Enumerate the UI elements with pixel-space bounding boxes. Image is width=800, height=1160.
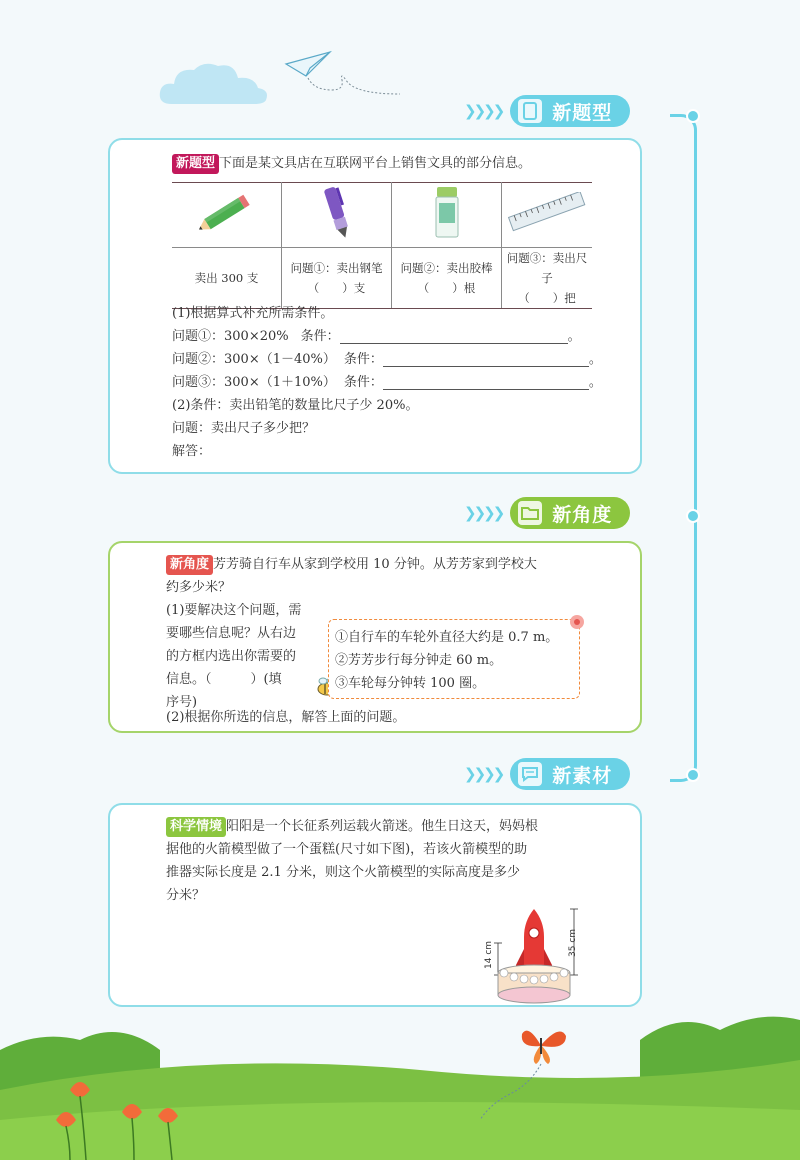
q1-text: (1)要解决这个问题，需 要哪些信息呢？从右边 的方框内选出你需要的 信息。（ ）(填 序号) bbox=[166, 603, 302, 710]
pen-cell bbox=[282, 183, 392, 248]
q1-intro: (1)根据算式补充所需条件。 bbox=[172, 306, 334, 321]
problem-tag: 科学情境 bbox=[166, 817, 226, 837]
problem-intro bbox=[172, 152, 531, 175]
answer-blank[interactable] bbox=[340, 329, 568, 344]
pen-icon bbox=[312, 183, 362, 241]
dimension-label-total: 35 cm bbox=[568, 928, 578, 957]
chevrons-icon: ❯❯❯❯ bbox=[464, 765, 503, 783]
info-item-1: ①自行车的车轮外直径大约是 0.7 m。 bbox=[335, 630, 559, 645]
pencil-cell bbox=[172, 183, 282, 248]
flower-icon bbox=[568, 613, 586, 631]
dimension-label-booster: 14 cm bbox=[484, 940, 494, 969]
chat-icon bbox=[518, 762, 542, 786]
ruler-cell bbox=[502, 183, 593, 248]
goods-table bbox=[172, 182, 592, 309]
problem-card-new-angle bbox=[108, 541, 642, 733]
section-title: 新角度 bbox=[552, 503, 613, 526]
cloud-icon bbox=[158, 60, 270, 106]
section-pill bbox=[510, 95, 630, 127]
section-title: 新素材 bbox=[552, 764, 613, 787]
table-cell: 问题③：卖出尺子 （ ）把 bbox=[502, 248, 593, 309]
q1-line-3: 问题③：300×（1＋10%） 条件： 。 bbox=[172, 375, 602, 390]
chevrons-icon: ❯❯❯❯ bbox=[464, 504, 503, 522]
problem-tag: 新角度 bbox=[166, 555, 213, 575]
section-pill bbox=[510, 758, 630, 790]
info-item-2: ②芳芳步行每分钟走 60 m。 bbox=[335, 653, 503, 668]
q1-line-2: 问题②：300×（1－40%） 条件： 。 bbox=[172, 352, 602, 367]
question-block bbox=[172, 302, 632, 463]
ruler-icon bbox=[505, 192, 589, 232]
q2-text: (2)根据你所选的信息，解答上面的问题。 bbox=[166, 710, 406, 725]
problem-intro: 新角度 芳芳骑自行车从家到学校用 10 分钟。从芳芳家到学校大 约多少米？ bbox=[166, 557, 537, 595]
timeline-dot bbox=[686, 109, 700, 123]
grass-hills-icon bbox=[0, 1000, 800, 1160]
section-header-new-type bbox=[464, 94, 630, 128]
glue-cell bbox=[392, 183, 502, 248]
q1-line-1: 问题①：300×20% 条件： 。 bbox=[172, 329, 581, 344]
answer-blank[interactable] bbox=[383, 352, 589, 367]
pencil-icon bbox=[192, 190, 262, 234]
section-header-new-angle bbox=[464, 496, 630, 530]
problem-text: 科学情境 阳阳是一个长征系列运载火箭迷。他生日这天，妈妈根 据他的火箭模型做了一个蛋糕(尺寸如下图)，若该火箭模型的助 推器实际长度是 2.1 分米，则这个火箭模型的实际高度是多少 分米？ bbox=[166, 819, 539, 903]
problem-tag: 新题型 bbox=[172, 154, 219, 174]
table-cell: 问题②：卖出胶棒 （ ）根 bbox=[392, 248, 502, 309]
timeline-dot bbox=[686, 768, 700, 782]
answer-blank[interactable] bbox=[383, 375, 589, 390]
glue-stick-icon bbox=[427, 183, 467, 241]
q2-condition: (2)条件：卖出铅笔的数量比尺子少 20%。 bbox=[172, 398, 419, 413]
intro-text: 下面是某文具店在互联网平台上销售文具的部分信息。 bbox=[219, 156, 532, 171]
table-cell: 问题①：卖出钢笔 （ ）支 bbox=[282, 248, 392, 309]
info-item-3: ③车轮每分钟转 100 圈。 bbox=[335, 676, 486, 691]
section-header-new-material bbox=[464, 757, 630, 791]
tablet-icon bbox=[518, 99, 542, 123]
section-title: 新题型 bbox=[552, 101, 613, 124]
chevrons-icon: ❯❯❯❯ bbox=[464, 102, 503, 120]
timeline-line bbox=[670, 114, 697, 782]
problem-card-new-type bbox=[108, 138, 642, 474]
timeline-dot bbox=[686, 509, 700, 523]
rocket-cake-icon bbox=[476, 903, 596, 1007]
section-pill bbox=[510, 497, 630, 529]
q2-question: 问题：卖出尺子多少把？ bbox=[172, 421, 316, 436]
problem-card-new-material bbox=[108, 803, 642, 1007]
q2-answer-label: 解答： bbox=[172, 444, 212, 459]
folder-icon bbox=[518, 501, 542, 525]
info-box bbox=[328, 619, 580, 699]
paper-plane-icon bbox=[284, 50, 404, 110]
table-cell: 卖出 300 支 bbox=[172, 248, 282, 309]
